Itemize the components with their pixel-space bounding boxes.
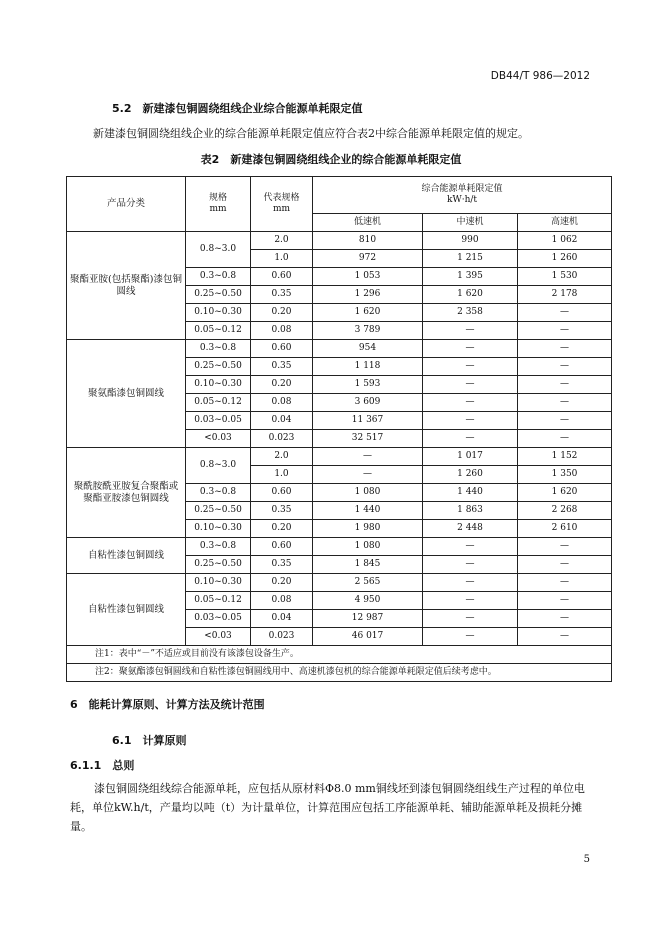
mid-cell: — [423,358,518,376]
high-cell: — [518,394,612,412]
high-cell: — [518,304,612,322]
spec-cell: 0.3~0.8 [186,340,251,358]
high-cell: 1 152 [518,448,612,466]
category-cell: 自粘性漆包铜圆线 [67,538,186,574]
high-cell: 1 530 [518,268,612,286]
mid-cell: 1 395 [423,268,518,286]
table-note-2: 注2：聚氨酯漆包铜圆线和自粘性漆包铜圆线用中、高速机漆包机的综合能源单耗限定值后续考虑中。 [67,664,612,682]
mid-cell: 1 215 [423,250,518,268]
mid-cell: 2 448 [423,520,518,538]
low-cell: 810 [313,232,423,250]
spec-cell: 0.25~0.50 [186,556,251,574]
spec-cell: 0.03~0.05 [186,610,251,628]
rep-cell: 0.023 [251,628,313,646]
high-cell: 1 350 [518,466,612,484]
spec-cell: 0.05~0.12 [186,322,251,340]
low-cell: 954 [313,340,423,358]
spec-cell: 0.10~0.30 [186,304,251,322]
mid-cell: — [423,610,518,628]
high-cell: — [518,322,612,340]
section-5-2-heading: 5.2 新建漆包铜圆绕组线企业综合能源单耗限定值 [112,102,363,115]
high-cell: — [518,430,612,448]
category-cell: 自粘性漆包铜圆线 [67,574,186,646]
low-cell: 1 296 [313,286,423,304]
rep-cell: 0.60 [251,268,313,286]
mid-cell: 1 863 [423,502,518,520]
mid-cell: — [423,376,518,394]
rep-cell: 0.20 [251,376,313,394]
low-cell: 2 565 [313,574,423,592]
rep-cell: 2.0 [251,232,313,250]
high-cell: — [518,376,612,394]
rep-cell: 0.04 [251,412,313,430]
high-cell: — [518,628,612,646]
mid-cell: 1 017 [423,448,518,466]
low-cell: 1 620 [313,304,423,322]
low-cell: 11 367 [313,412,423,430]
rep-cell: 0.60 [251,538,313,556]
rep-cell: 1.0 [251,466,313,484]
rep-cell: 0.60 [251,340,313,358]
low-cell: — [313,448,423,466]
low-cell: 1 053 [313,268,423,286]
mid-cell: — [423,538,518,556]
rep-cell: 0.60 [251,484,313,502]
paragraph-5-2: 新建漆包铜圆绕组线企业的综合能源单耗限定值应符合表2中综合能源单耗限定值的规定。 [93,127,529,140]
rep-cell: 0.08 [251,592,313,610]
low-cell: 1 593 [313,376,423,394]
low-cell: 1 440 [313,502,423,520]
high-cell: — [518,538,612,556]
high-cell: — [518,340,612,358]
mid-cell: 1 440 [423,484,518,502]
page-number: 5 [583,854,590,865]
table-row [67,538,612,556]
low-cell: 1 118 [313,358,423,376]
doc-header: DB44/T 986—2012 [490,70,590,82]
table-caption: 表2 新建漆包铜圆绕组线企业的综合能源单耗限定值 [200,153,462,166]
low-cell: — [313,466,423,484]
rep-cell: 0.20 [251,574,313,592]
high-cell: 2 610 [518,520,612,538]
spec-cell: 0.3~0.8 [186,538,251,556]
high-cell: — [518,412,612,430]
rep-cell: 0.20 [251,304,313,322]
mid-cell: 1 260 [423,466,518,484]
spec-cell: <0.03 [186,430,251,448]
mid-cell: — [423,340,518,358]
high-cell: — [518,358,612,376]
low-cell: 1 080 [313,538,423,556]
table-row [67,574,612,592]
low-cell: 32 517 [313,430,423,448]
header-limit-value: 综合能源单耗限定值 kW·h/t [313,177,612,214]
mid-cell: — [423,430,518,448]
spec-cell: 0.25~0.50 [186,502,251,520]
mid-cell: — [423,628,518,646]
low-cell: 3 789 [313,322,423,340]
spec-cell: 0.10~0.30 [186,574,251,592]
spec-cell: 0.8~3.0 [186,232,251,268]
high-cell: — [518,592,612,610]
low-cell: 1 845 [313,556,423,574]
table-row [67,232,612,250]
mid-cell: — [423,394,518,412]
table-note-1: 注1：表中“－”不适应或目前没有该漆包设备生产。 [67,646,612,664]
low-cell: 12 987 [313,610,423,628]
low-cell: 4 950 [313,592,423,610]
spec-cell: 0.05~0.12 [186,592,251,610]
category-cell: 聚酰胺酰亚胺复合聚酯或聚酯亚胺漆包铜圆线 [67,448,186,538]
mid-cell: — [423,592,518,610]
paragraph-6-1-1: 漆包铜圆绕组线综合能源单耗，应包括从原材料Φ8.0 mm铜线坯到漆包铜圆绕组线生产过程的单位电耗，单位kW.h/t，产量均以吨（t）为计量单位，计算范围应包括工序能源单耗、辅助能源单耗及损耗分摊量。 [70,782,585,833]
high-cell: — [518,610,612,628]
energy-limit-table [66,176,612,682]
spec-cell: 0.3~0.8 [186,484,251,502]
rep-cell: 0.08 [251,322,313,340]
low-cell: 1 080 [313,484,423,502]
table-row [67,340,612,358]
high-cell: 2 178 [518,286,612,304]
table-row [67,448,612,466]
mid-cell: — [423,556,518,574]
rep-cell: 0.35 [251,502,313,520]
rep-cell: 0.08 [251,394,313,412]
spec-cell: <0.03 [186,628,251,646]
high-cell: — [518,556,612,574]
mid-cell: 990 [423,232,518,250]
spec-cell: 0.3~0.8 [186,268,251,286]
category-cell: 聚酯亚胺(包括聚酯)漆包铜圆线 [67,232,186,340]
rep-cell: 0.35 [251,556,313,574]
mid-cell: — [423,322,518,340]
header-category: 产品分类 [67,177,186,232]
rep-cell: 0.023 [251,430,313,448]
low-cell: 46 017 [313,628,423,646]
header-low-speed: 低速机 [313,214,423,232]
high-cell: 1 620 [518,484,612,502]
low-cell: 3 609 [313,394,423,412]
header-high-speed: 高速机 [518,214,612,232]
header-mid-speed: 中速机 [423,214,518,232]
rep-cell: 1.0 [251,250,313,268]
spec-cell: 0.03~0.05 [186,412,251,430]
high-cell: — [518,574,612,592]
header-representative-spec: 代表规格 mm [251,177,313,232]
category-cell: 聚氨酯漆包铜圆线 [67,340,186,448]
low-cell: 1 980 [313,520,423,538]
spec-cell: 0.10~0.30 [186,520,251,538]
spec-cell: 0.05~0.12 [186,394,251,412]
rep-cell: 0.35 [251,286,313,304]
mid-cell: — [423,574,518,592]
high-cell: 1 062 [518,232,612,250]
spec-cell: 0.8~3.0 [186,448,251,484]
spec-cell: 0.25~0.50 [186,286,251,304]
mid-cell: 2 358 [423,304,518,322]
section-6-heading: 6 能耗计算原则、计算方法及统计范围 [70,698,265,711]
spec-cell: 0.25~0.50 [186,358,251,376]
rep-cell: 2.0 [251,448,313,466]
high-cell: 2 268 [518,502,612,520]
header-spec: 规格 mm [186,177,251,232]
mid-cell: 1 620 [423,286,518,304]
rep-cell: 0.04 [251,610,313,628]
rep-cell: 0.35 [251,358,313,376]
rep-cell: 0.20 [251,520,313,538]
spec-cell: 0.10~0.30 [186,376,251,394]
mid-cell: — [423,412,518,430]
high-cell: 1 260 [518,250,612,268]
section-6-1-heading: 6.1 计算原则 [112,734,187,747]
section-6-1-1-heading: 6.1.1 总则 [70,759,135,772]
low-cell: 972 [313,250,423,268]
